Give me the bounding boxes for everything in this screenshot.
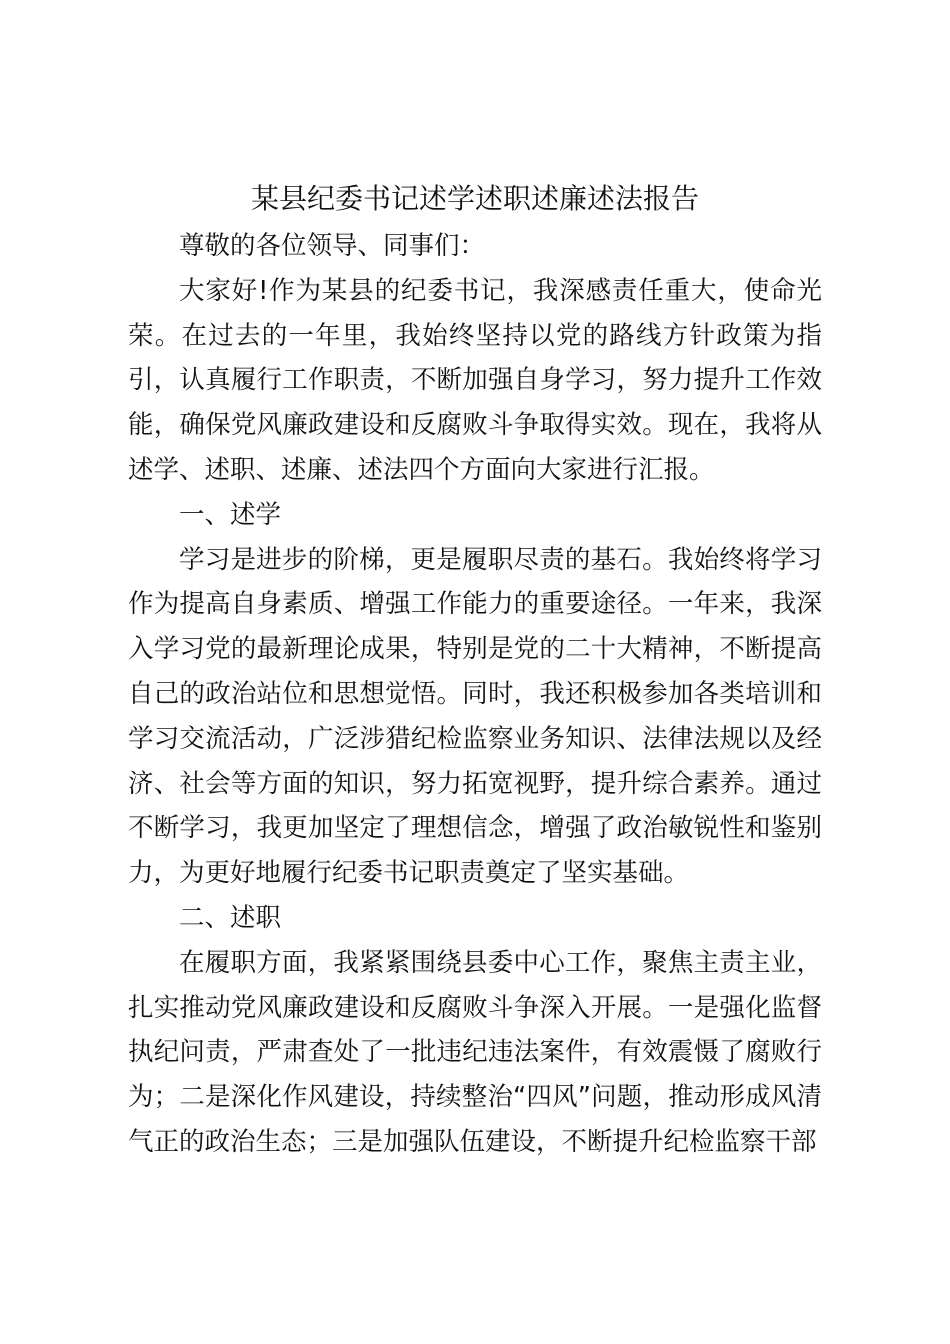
section-paragraph: 学习是进步的阶梯，更是履职尽责的基石。我始终将学习作为提高自身素质、增强工作能力的重要途径。一年来，我深入学习党的最新理论成果，特别是党的二十大精神，不断提高自己的政治站位和思想觉悟。同时，我还积极参加各类培训和学习交流活动，广泛涉猎纪检监察业务知识、法律法规以及经济、社会等方面的知识，努力拓宽视野，提升综合素养。通过不断学习，我更加坚定了理想信念，增强了政治敏锐性和鉴别力，为更好地履行纪委书记职责奠定了坚实基础。 <box>128 544 822 889</box>
section-study <box>128 493 822 896</box>
intro-paragraph: 大家好!作为某县的纪委书记，我深感责任重大，使命光荣。在过去的一年里，我始终坚持以党的路线方针政策为指引，认真履行工作职责，不断加强自身学习，努力提升工作效能，确保党风廉政建设和反腐败斗争取得实效。现在，我将从述学、述职、述廉、述法四个方面向大家进行汇报。 <box>128 275 822 485</box>
document-page <box>128 174 822 1165</box>
salutation: 尊敬的各位领导、同事们： <box>179 231 486 261</box>
document-title: 某县纪委书记述学述职述廉述法报告 <box>250 182 699 215</box>
section-duty <box>128 896 822 1165</box>
section-heading: 一、述学 <box>179 499 282 530</box>
section-heading: 二、述职 <box>179 902 282 933</box>
section-paragraph: 在履职方面，我紧紧围绕县委中心工作，聚焦主责主业，扎实推动党风廉政建设和反腐败斗争深入开展。一是强化监督执纪问责，严肃查处了一批违纪违法案件，有效震慑了腐败行为；二是深化作风建设，持续整治“四风”问题，推动形成风清气正的政治生态；三是加强队伍建设，不断提升纪检监察干部 <box>128 947 822 1157</box>
